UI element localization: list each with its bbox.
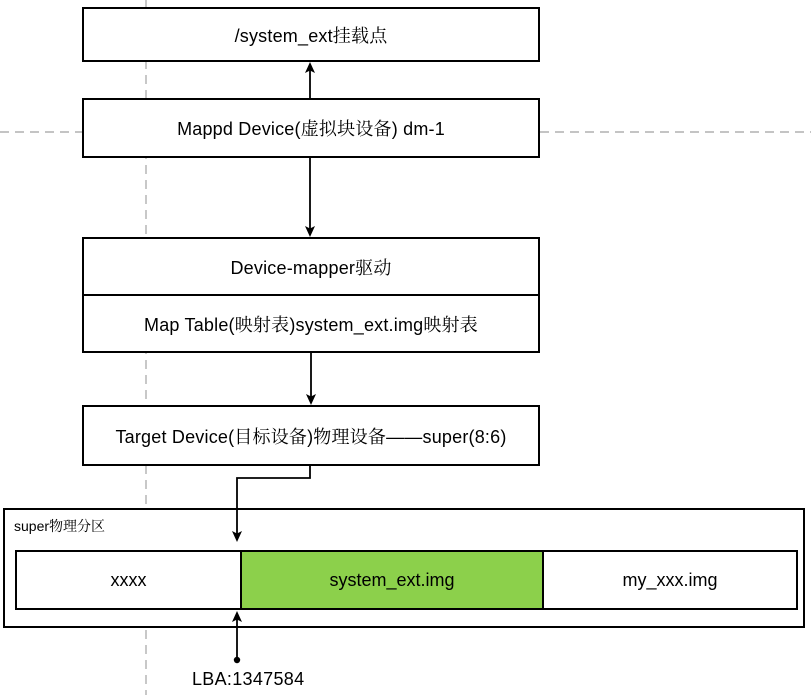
partition-segment-label: my_xxx.img [622, 569, 718, 590]
partition-segment-system-ext [240, 552, 542, 608]
target-device-label: Target Device(目标设备)物理设备——super(8:6) [115, 426, 507, 447]
mount-point-label: /system_ext挂载点 [234, 25, 388, 46]
partition-row [15, 550, 798, 610]
partition-segment-xxxx [17, 552, 240, 608]
partition-segment-label: system_ext.img [329, 569, 455, 590]
partition-segment-my-xxx [542, 552, 796, 608]
arrow-driver-to-target [306, 353, 316, 405]
map-table-cell [84, 294, 538, 351]
super-partition-container [3, 508, 805, 628]
map-table-label: Map Table(映射表)system_ext.img映射表 [144, 314, 478, 335]
lba-dot [234, 657, 240, 663]
device-mapper-box [82, 237, 540, 353]
target-device-box [82, 405, 540, 466]
mount-point-box [82, 7, 540, 62]
mapped-device-label: Mappd Device(虚拟块设备) dm-1 [177, 119, 445, 139]
arrow-mapped-to-driver [305, 158, 315, 237]
lba-label: LBA:1347584 [192, 669, 305, 689]
super-partition-title: super物理分区 [14, 518, 106, 534]
mapped-device-box [82, 98, 540, 158]
dm-driver-label: Device-mapper驱动 [230, 257, 392, 278]
arrow-mapped-to-mount [305, 62, 315, 98]
partition-segment-label: xxxx [110, 569, 147, 590]
dm-driver-cell [84, 239, 538, 294]
